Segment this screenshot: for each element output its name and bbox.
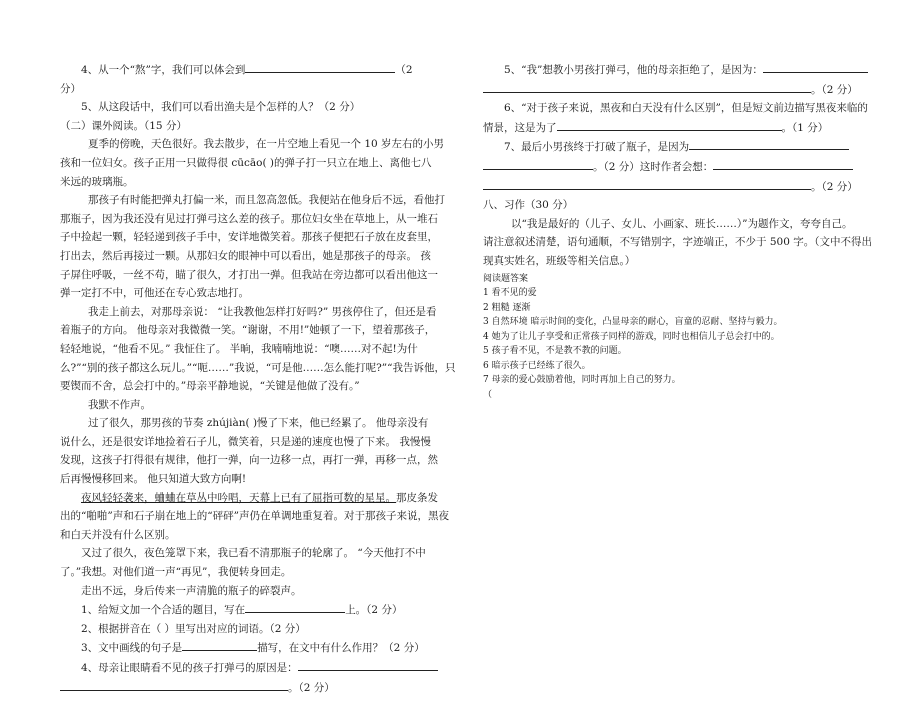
paragraph-line: 夏季的傍晚，天色很好。我去散步，在一片空地上看见一个 10 岁左右的小男	[88, 138, 445, 151]
answer-blank[interactable]	[245, 600, 345, 613]
question-6-cont: 情景，这是为了 。（1 分）	[483, 118, 863, 138]
writing-prompt: 以“我是最好的（儿子、女儿、小画家、班长……）”为题作文，夸夸自己。	[511, 217, 853, 230]
paragraph-line: 子屏住呼吸，一丝不苟，瞄了很久，才打出一弹。但我站在旁边都可以看出他这一	[60, 268, 438, 281]
question-4-cont: 分）	[60, 82, 81, 95]
reading-question-2: 2、根据拼音在（ ）里写出对应的词语。（2 分）	[81, 622, 306, 635]
answer-blank[interactable]	[763, 60, 868, 73]
answer-item: （	[483, 389, 493, 400]
answer-blank[interactable]	[483, 177, 811, 190]
answer-blank[interactable]	[483, 80, 811, 93]
reading-question-1: 1、给短文加一个合适的题目，写在 上。（2 分）	[60, 600, 438, 620]
answer-blank[interactable]	[60, 678, 288, 691]
answer-key	[483, 272, 863, 403]
paragraph-line: 和白天并没有什么区别。	[60, 528, 176, 541]
paragraph-line: 要锲而不舍，总会打中的。”母亲平静地说，“关键是他做了没有。”	[60, 380, 360, 393]
answer-blank[interactable]	[298, 658, 438, 671]
reading-question-3: 3、文中画线的句子是 描写，在文中有什么作用？（2 分）	[60, 638, 438, 658]
answer-blank[interactable]	[483, 157, 593, 170]
paragraph-line: 着瓶子的方向。 他母亲对我微微一笑。“谢谢，不用!”她顿了一下，望着那孩子，	[60, 324, 436, 337]
paragraph-line: 么?”“别的孩子都这么玩儿。”“呃……”我说，“可是他……怎么能打呢?”“我告诉他，只	[60, 361, 456, 374]
answer-item: 6 暗示孩子已经练了很久。	[483, 360, 591, 371]
paragraph-line: 后再慢慢移回来。 他只知道大致方向啊!	[60, 473, 247, 486]
answer-item: 4 她为了让儿子享受和正常孩子同样的游戏，同时也相信儿子总会打中的。	[483, 331, 780, 342]
paragraph-line: 我默不作声。	[88, 398, 151, 411]
paragraph-line: 出的“啪啪”声和石子崩在地上的“砰砰”声仍在单调地重复着。对于那孩子来说，黑夜	[60, 510, 449, 523]
question-7: 7、最后小男孩终于打破了瓶子，是因为	[483, 137, 863, 157]
paragraph-line: 了。”我想。对他们道一声“再见”，我便转身回走。	[60, 566, 292, 579]
answer-item: 2 粗糙 逐渐	[483, 302, 531, 313]
paragraph-line: 弹一定打不中，可他还在专心致志地打。	[60, 287, 249, 300]
question-7-cont: 。（2 分）这时作者会想：	[483, 157, 863, 177]
question-6: 6、“对于孩子来说，黑夜和白天没有什么区别”，但是短文前边描写黑夜来临的	[504, 102, 868, 115]
paragraph-line: 打出去，然后再接过一颗。从那妇女的眼神中可以看出，她是那孩子的母亲。 孩	[60, 249, 431, 262]
paragraph-line: 发现，这孩子打得很有规律，他打一弹，向一边移一点，再打一弹，再移一点，然	[60, 454, 438, 467]
paragraph-line: 夜风轻轻袭来，蛐蛐在草丛中吟唱，天幕上已有了屈指可数的星星。那皮条发	[81, 491, 438, 504]
question-5: 5、从这段话中，我们可以看出渔夫是个怎样的人？（2 分）	[81, 101, 361, 114]
paragraph-line: 那孩子有时能把弹丸打偏一米，而且忽高忽低。我便站在他身后不远，看他打	[88, 194, 445, 207]
paragraph-line: 那瓶子，因为我还没有见过打弹弓这么差的孩子。那位妇女坐在草地上，从一堆石	[60, 212, 438, 225]
answer-blank[interactable]	[182, 638, 257, 651]
answer-blank[interactable]	[689, 137, 849, 150]
paragraph-line: 轻轻地说，“他看不见。” 我怔住了。 半晌，我喃喃地说：“噢……对不起!为什	[60, 342, 418, 355]
answer-item: 1 看不见的爱	[483, 288, 537, 299]
answer-item: 7 母亲的爱心鼓励着他，同时再加上自己的努力。	[483, 375, 681, 386]
answer-blank[interactable]	[713, 157, 853, 170]
section-heading: 八、习作（30 分）	[483, 199, 574, 212]
paragraph-line: 又过了很久，夜色笼罩下来，我已看不清那瓶子的轮廓了。 “今天他打不中	[81, 547, 426, 560]
paragraph-line: 米远的玻璃瓶。	[60, 175, 134, 188]
left-column	[60, 60, 456, 697]
question-5: 5、“我”想教小男孩打弹弓，他的母亲拒绝了，是因为：	[483, 60, 863, 80]
paragraph-line: 走出不远，身后传来一声清脆的瓶子的碎裂声。	[81, 584, 302, 597]
reading-question-4-cont: 。（2 分）	[60, 678, 438, 698]
answer-item: 3 自然环境 暗示时间的变化，凸显母亲的耐心，盲童的忍耐、坚持与毅力。	[483, 317, 783, 328]
paragraph-line: 过了很久，那男孩的节奏 zhújiàn( )慢了下来，他已经累了。 他母亲没有	[88, 417, 429, 430]
answer-blank[interactable]	[245, 60, 395, 73]
answer-item: 5 孩子看不见，不是教不教的问题。	[483, 346, 627, 357]
paragraph-line: 子中捡起一颗，轻轻递到孩子手中，安详地微笑着。那孩子便把石子放在皮套里，	[60, 231, 438, 244]
paragraph-line: 孩和一位妇女。孩子正用一只做得很 cūcāo( )的弹子打一只立在地上、离他七八	[60, 156, 432, 169]
answer-blank[interactable]	[557, 118, 782, 131]
paragraph-line: 说什么，还是很安详地捡着石子儿，微笑着，只是递的速度也慢了下来。 我慢慢	[60, 435, 431, 448]
writing-prompt: 现真实姓名，班级等相关信息。）	[483, 254, 636, 267]
underlined-sentence: 夜风轻轻袭来，蛐蛐在草丛中吟唱，天幕上已有了屈指可数的星星。	[81, 491, 396, 504]
question-7-cont2: 。（2 分）	[483, 177, 863, 197]
right-column	[483, 60, 872, 402]
question-4: 4、从一个“熬”字，我们可以体会到 （2	[60, 60, 438, 80]
reading-question-4: 4、母亲让眼睛看不见的孩子打弹弓的原因是：	[60, 658, 438, 678]
paragraph-line: 我走上前去，对那母亲说： “让我教他怎样打好吗?” 男孩停住了，但还是看	[88, 305, 437, 318]
question-5-cont: 。（2 分）	[483, 80, 863, 100]
section-heading: （二）课外阅读。（15 分）	[60, 119, 187, 132]
answer-key-title: 阅读题答案	[483, 273, 529, 284]
writing-prompt: 请注意叙述清楚，语句通顺，不写错别字，字迹端正，不少于 500 字。（文中不得出	[483, 236, 872, 249]
